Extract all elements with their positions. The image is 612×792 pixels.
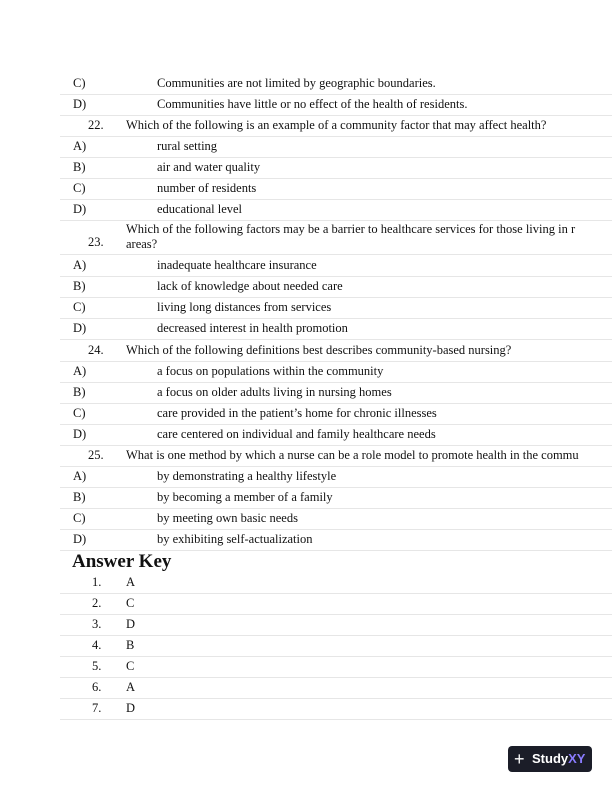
answer-number: 5. <box>92 659 102 673</box>
option-letter: D) <box>73 321 87 335</box>
option-text: decreased interest in health promotion <box>157 321 348 335</box>
option-text: care provided in the patient’s home for chronic illnesses <box>157 406 437 420</box>
question-number: 22. <box>88 118 104 132</box>
answer-value: A <box>126 680 136 694</box>
option-row <box>60 318 612 340</box>
question-number: 25. <box>88 448 104 462</box>
option-letter: D) <box>73 427 87 441</box>
option-letter: C) <box>73 76 86 90</box>
answer-key-heading: Answer Key <box>72 551 172 572</box>
answer-value: C <box>126 659 135 673</box>
option-letter: D) <box>73 97 87 111</box>
question-row <box>60 340 612 362</box>
answer-number: 2. <box>92 596 102 610</box>
option-row <box>60 255 612 277</box>
option-row <box>60 529 612 551</box>
option-text: by demonstrating a healthy lifestyle <box>157 469 337 483</box>
option-text: a focus on older adults living in nursing homes <box>157 385 392 399</box>
question-text-line: Which of the following factors may be a barrier to healthcare services for those living in r <box>126 222 576 236</box>
question-row <box>60 115 612 137</box>
option-row <box>60 297 612 319</box>
option-letter: C) <box>73 511 86 525</box>
option-row <box>60 178 612 200</box>
answer-row <box>60 677 612 699</box>
option-text: care centered on individual and family healthcare needs <box>157 427 436 441</box>
answer-value: D <box>126 701 136 715</box>
option-row <box>60 424 612 446</box>
option-row <box>60 199 612 221</box>
option-text: by meeting own basic needs <box>157 511 298 525</box>
option-row <box>60 94 612 116</box>
answer-row <box>60 698 612 720</box>
answer-number: 1. <box>92 575 102 589</box>
question-text <box>126 222 575 252</box>
option-text: Communities are not limited by geographic boundaries. <box>157 76 436 90</box>
question-text: What is one method by which a nurse can be a role model to promote health in the commu <box>126 448 579 462</box>
question-text-line: areas? <box>126 237 158 251</box>
option-letter: C) <box>73 181 86 195</box>
option-text: living long distances from services <box>157 300 332 314</box>
option-letter: C) <box>73 300 86 314</box>
option-text: by exhibiting self-actualization <box>157 532 313 546</box>
plus-icon: + <box>514 749 525 769</box>
answer-value: D <box>126 617 136 631</box>
option-letter: B) <box>73 490 86 504</box>
option-text: lack of knowledge about needed care <box>157 279 343 293</box>
question-row <box>60 445 612 467</box>
answer-value: B <box>126 638 135 652</box>
option-text: by becoming a member of a family <box>157 490 333 504</box>
answer-number: 4. <box>92 638 102 652</box>
option-row <box>60 157 612 179</box>
brand-name-accent: XY <box>568 751 586 766</box>
brand-name-part: Study <box>532 751 569 766</box>
answer-value: A <box>126 575 136 589</box>
question-text: Which of the following is an example of a community factor that may affect health? <box>126 118 547 132</box>
answer-number: 3. <box>92 617 102 631</box>
question-number: 23. <box>88 235 104 249</box>
answer-number: 6. <box>92 680 102 694</box>
option-row <box>60 382 612 404</box>
option-letter: D) <box>73 532 87 546</box>
option-letter: A) <box>73 258 87 272</box>
option-text: inadequate healthcare insurance <box>157 258 317 272</box>
option-text: a focus on populations within the community <box>157 364 384 378</box>
option-text: Communities have little or no effect of the health of residents. <box>157 97 468 111</box>
option-row <box>60 276 612 298</box>
option-letter: B) <box>73 279 86 293</box>
answer-row <box>60 614 612 636</box>
question-row <box>60 220 612 255</box>
option-row <box>60 487 612 509</box>
option-letter: A) <box>73 139 87 153</box>
option-row <box>60 73 612 95</box>
option-row <box>60 361 612 383</box>
answer-row <box>60 593 612 615</box>
option-letter: B) <box>73 385 86 399</box>
answer-number: 7. <box>92 701 102 715</box>
option-row <box>60 508 612 530</box>
option-row <box>60 466 612 488</box>
question-number: 24. <box>88 343 104 357</box>
answer-row <box>60 572 612 594</box>
option-letter: A) <box>73 364 87 378</box>
answer-row <box>60 635 612 657</box>
option-row <box>60 136 612 158</box>
option-letter: B) <box>73 160 86 174</box>
option-letter: A) <box>73 469 87 483</box>
option-letter: D) <box>73 202 87 216</box>
brand-name <box>532 746 585 772</box>
studyxy-badge[interactable] <box>508 746 592 772</box>
answer-value: C <box>126 596 135 610</box>
option-row <box>60 403 612 425</box>
option-text: air and water quality <box>157 160 261 174</box>
option-text: rural setting <box>157 139 218 153</box>
option-text: number of residents <box>157 181 257 195</box>
option-text: educational level <box>157 202 243 216</box>
option-letter: C) <box>73 406 86 420</box>
question-text: Which of the following definitions best describes community-based nursing? <box>126 343 512 357</box>
answer-row <box>60 656 612 678</box>
